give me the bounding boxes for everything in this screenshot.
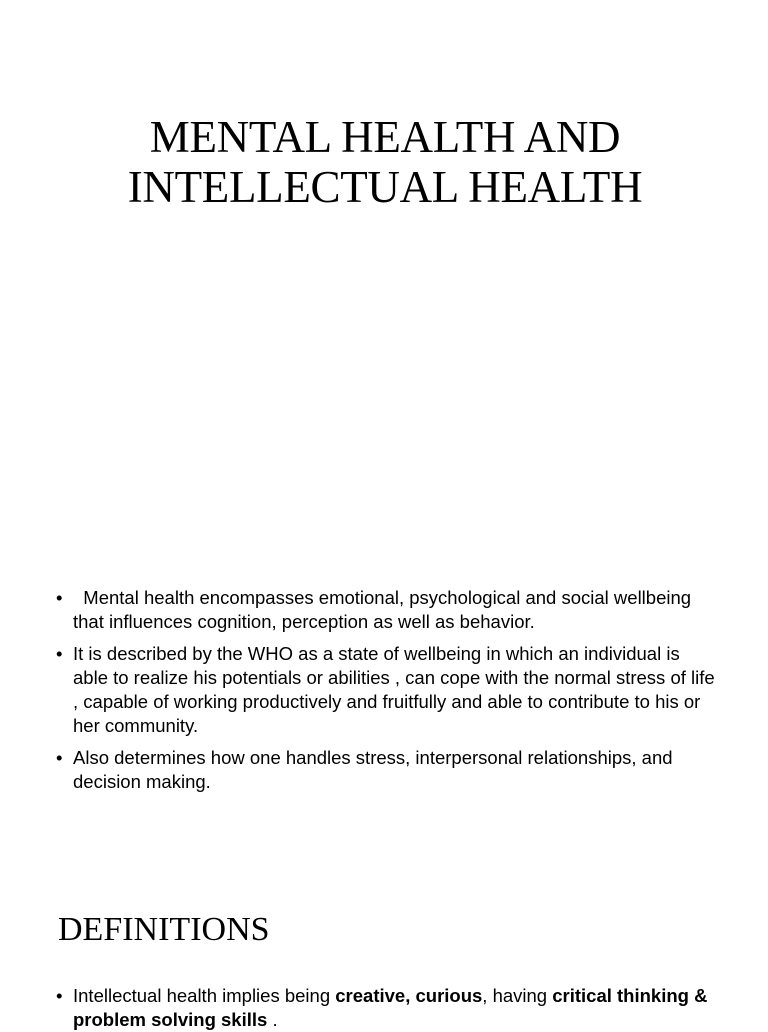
bullet-glyph: • — [56, 587, 63, 608]
slide-title — [60, 112, 710, 212]
definition-text-2: , having — [482, 985, 553, 1006]
title-line-1: MENTAL HEALTH AND — [149, 112, 621, 162]
definitions-bullet-list — [56, 984, 716, 1032]
bullet-text: Also determines how one handles stress, interpersonal relationships, and decision making. — [73, 747, 673, 792]
bullet-text: It is described by the WHO as a state of wellbeing in which an individual is able to realize his potentials or abilities , can cope with the normal stress of life , capable of working productively and fruitfully and able to contribute to his or her community. — [73, 643, 715, 736]
list-item — [56, 984, 716, 1032]
definition-bold-1: creative, curious — [335, 985, 483, 1006]
bullet-glyph: • — [56, 985, 63, 1006]
definition-text-3: . — [267, 1009, 278, 1030]
list-item — [56, 746, 716, 794]
mental-health-bullet-list — [56, 586, 716, 802]
title-line-2: INTELLECTUAL HEALTH — [127, 162, 643, 212]
definition-bold-2: critical thinking & problem solving skills — [73, 985, 708, 1030]
definitions-heading: DEFINITIONS — [58, 911, 270, 948]
bullet-glyph: • — [56, 643, 63, 664]
definition-text-1: Intellectual health implies being — [73, 985, 336, 1006]
bullet-glyph: • — [56, 747, 63, 768]
list-item — [56, 586, 716, 634]
bullet-text: Mental health encompasses emotional, psychological and social wellbeing that influences cognition, perception as well as behavior. — [73, 587, 692, 632]
list-item — [56, 642, 716, 738]
